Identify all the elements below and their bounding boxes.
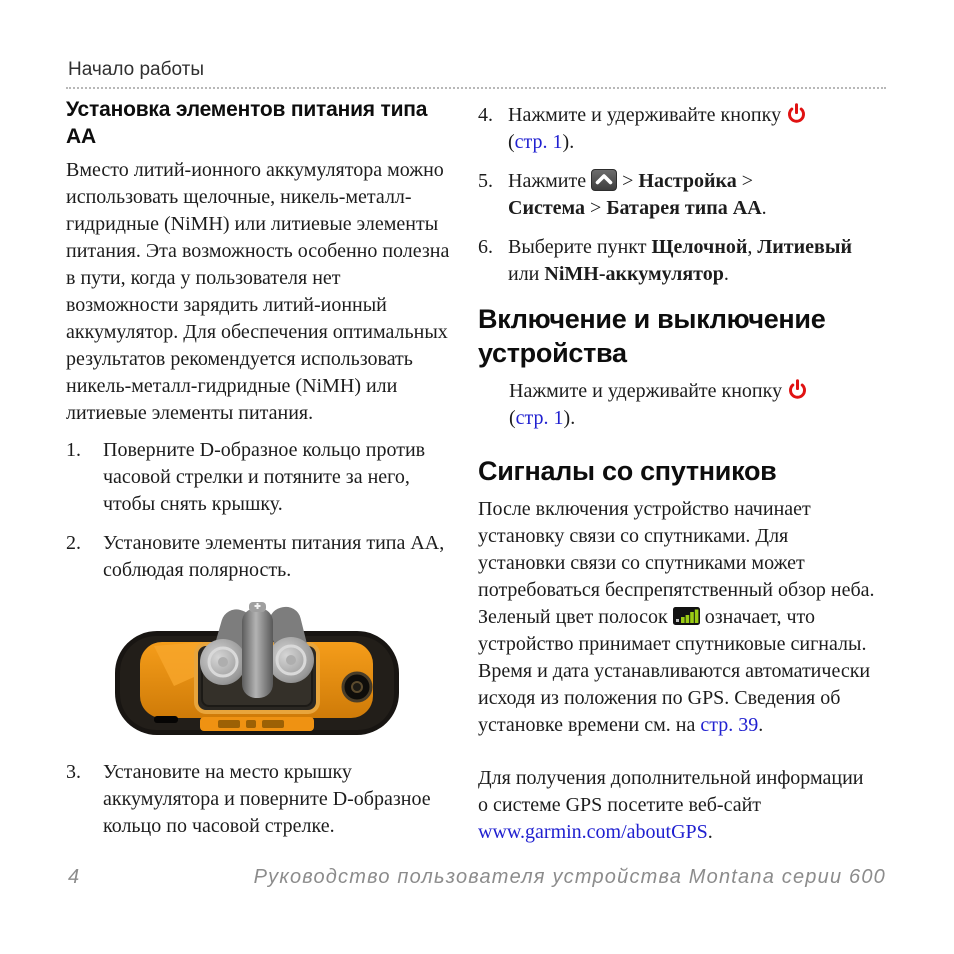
heading-aa-battery-install: Установка элементов питания типа AA	[66, 98, 428, 148]
step-number: 4.	[478, 104, 493, 126]
step-text: Нажмите > Настройка > Система > Батарея типа AA.	[508, 170, 767, 219]
page-39-link[interactable]: стр. 39	[700, 714, 759, 736]
step-number: 6.	[478, 236, 493, 258]
power-icon	[786, 102, 807, 124]
step-text: Установите элементы питания типа AA, соблюдая полярность.	[103, 532, 445, 581]
signal-bars-icon	[673, 607, 700, 625]
gps-info-paragraph: Для получения дополнительной информации о системе GPS посетите веб-сайт www.garmin.com/aboutGPS.	[478, 767, 864, 843]
device-battery-photo	[114, 600, 400, 740]
step-item-2	[66, 530, 456, 584]
left-column	[66, 96, 456, 852]
chevron-up-button-icon	[591, 169, 617, 191]
power-instruction: Нажмите и удерживайте кнопку (стр. 1).	[509, 378, 878, 432]
step-item-1	[66, 437, 456, 518]
step-item-4	[478, 102, 878, 156]
step-number: 1.	[66, 439, 81, 461]
footer-manual-title: Руководство пользователя устройства Montana серии 600	[253, 866, 886, 888]
step-text: Установите на место крышку аккумулятора и поверните D-образное кольцо по часовой стрелке.	[103, 761, 431, 837]
page-number: 4	[68, 866, 80, 888]
garmin-aboutgps-link[interactable]: www.garmin.com/aboutGPS	[478, 821, 708, 843]
header-divider	[66, 87, 886, 89]
step-item-3	[66, 759, 456, 840]
step-text: Нажмите и удерживайте кнопку (стр. 1).	[508, 102, 878, 156]
page-1-link[interactable]: стр. 1	[514, 131, 563, 153]
intro-paragraph: Вместо литий-ионного аккумулятора можно использовать щелочные, никель-металл-гидридные (NiMH) или литиевые элементы питания. Эта возможность особенно полезна в пути, когда у пользователя нет возможности зарядить литий-ионный аккумулятор. Для обеспечения оптимальных результатов рекомендуется использовать никель-металл-гидридные (NiMH) или литиевые элементы питания.	[66, 159, 450, 424]
right-column	[478, 96, 878, 846]
step-text: Выберите пункт Щелочной, Литиевый или NiMH-аккумулятор.	[508, 236, 852, 285]
step-number: 5.	[478, 170, 493, 192]
power-icon	[787, 378, 808, 400]
running-header: Начало работы	[68, 59, 205, 80]
step-number: 3.	[66, 761, 81, 783]
step-text: Поверните D-образное кольцо против часовой стрелки и потяните за него, чтобы снять крышку.	[103, 439, 426, 515]
satellite-paragraph: После включения устройство начинает установку связи со спутниками. Для установки связи со спутниками может потребоваться беспрепятственный обзор неба. Зеленый цвет полосок означает, что устройство принимает спутниковые сигналы. Время и дата устанавливаются автоматически исходя из положения по GPS. Сведения об установке времени см. на стр. 39.	[478, 498, 875, 736]
step-number: 2.	[66, 532, 81, 554]
heading-power-on-off: Включение и выключение устройства	[478, 304, 826, 368]
step-item-6	[478, 234, 878, 288]
left-step-list	[66, 437, 456, 840]
right-step-list	[478, 102, 878, 288]
step-item-5	[478, 168, 878, 222]
page-footer	[68, 866, 886, 889]
heading-satellite-signals: Сигналы со спутников	[478, 456, 777, 486]
page-1-link[interactable]: стр. 1	[515, 407, 564, 429]
